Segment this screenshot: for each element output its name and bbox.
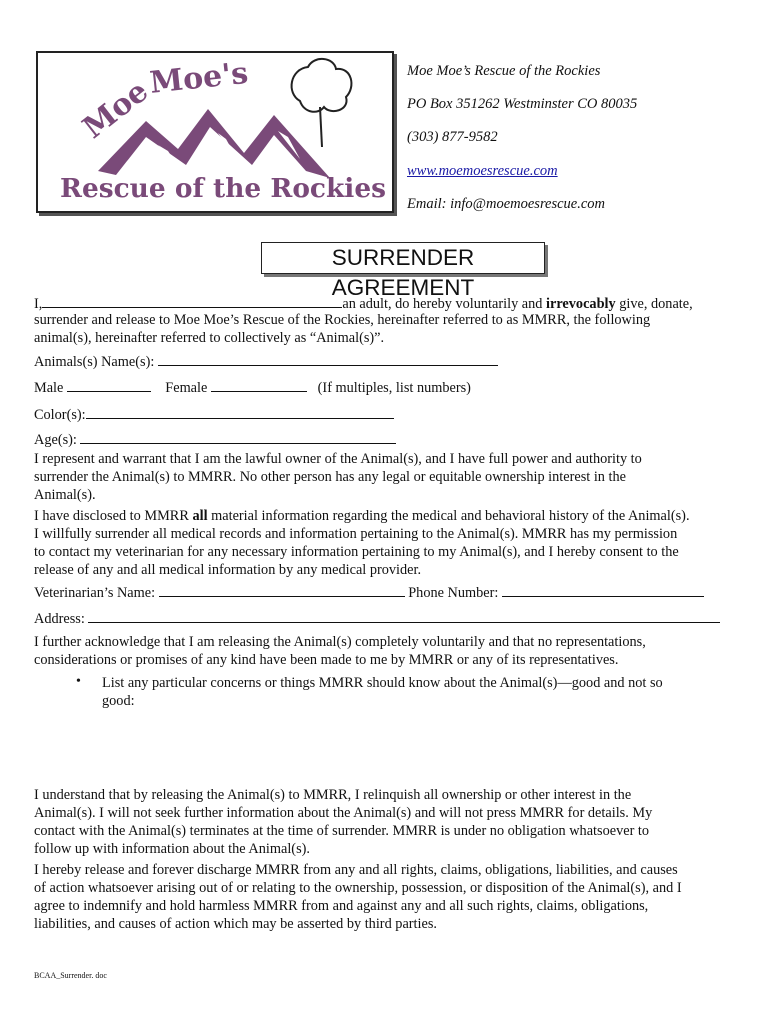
release-line-2: of action whatsoever arising out of or relating to the ownership, possession, or disposition of the Animal(s), and I [34, 880, 682, 896]
tree-icon [292, 59, 352, 147]
color-field[interactable] [86, 404, 394, 419]
relinquish-line-3: contact with the Animal(s) terminates at the time of surrender. MMRR is under no obligation whatsoever to [34, 823, 650, 839]
relinquish-line-1: I understand that by releasing the Animal(s) to MMRR, I relinquish all ownership or other interest in the [34, 787, 632, 803]
website-link[interactable]: www.moemoesrescue.com [407, 163, 558, 179]
concerns-line-1: List any particular concerns or things MMRR should know about the Animal(s)—good and not so [102, 675, 663, 691]
acknowledge-line-1: I further acknowledge that I am releasing the Animal(s) completely voluntarily and that no representations, [34, 634, 646, 650]
logo-word-moes: Moe's [148, 55, 250, 101]
email: Email: info@moemoesrescue.com [407, 196, 606, 212]
intro-bold: irrevocably [546, 296, 616, 312]
surrenderer-name-field[interactable] [42, 293, 342, 308]
disclose-text-b: material information regarding the medical and behavioral history of the Animal(s). [211, 508, 690, 524]
release-line-1: I hereby release and forever discharge MMRR from any and all rights, claims, obligations, liabilities, and causes [34, 862, 678, 878]
animal-names-row [34, 351, 498, 371]
intro-line-1 [34, 293, 693, 313]
age-row [34, 429, 396, 449]
animal-names-label: Animals(s) Name(s): [34, 354, 155, 370]
release-line-3: agree to indemnify and hold harmless MMRR from and against any and all such rights, claims, obligations, [34, 898, 649, 914]
vet-name-field[interactable] [159, 582, 405, 597]
vet-row [34, 582, 704, 602]
disclose-text-a: I have disclosed to MMRR [34, 508, 189, 524]
female-field[interactable] [211, 377, 307, 392]
logo-graphic [38, 53, 392, 211]
address-row [34, 608, 720, 628]
website-container [407, 164, 558, 179]
footer-filename: BCAA_Surrender. doc [34, 971, 107, 980]
vet-phone-label: Phone Number: [408, 585, 499, 601]
intro-line-2: surrender and release to Moe Moe’s Rescue of the Rockies, hereinafter referred to as MMRR, the following [34, 312, 651, 328]
vet-name-label: Veterinarian’s Name: [34, 585, 156, 601]
age-label: Age(s): [34, 432, 77, 448]
phone-number: (303) 877-9582 [407, 129, 498, 145]
intro-text-1b: give, donate, [619, 296, 693, 312]
bullet-icon: • [76, 674, 81, 689]
disclose-line-1 [34, 507, 690, 525]
page-title: SURRENDER AGREEMENT [261, 242, 545, 274]
address-label: Address: [34, 611, 85, 627]
multiples-note: (If multiples, list numbers) [317, 380, 471, 396]
org-name: Moe Moe’s Rescue of the Rockies [407, 63, 601, 79]
intro-line-3: animal(s), hereinafter referred to collectively as “Animal(s)”. [34, 330, 385, 346]
disclose-bold: all [192, 508, 208, 524]
color-label: Color(s): [34, 407, 86, 423]
vet-phone-field[interactable] [502, 582, 704, 597]
animal-names-field[interactable] [158, 351, 498, 366]
female-label: Female [165, 380, 208, 396]
concerns-line-2: good: [102, 693, 135, 709]
male-label: Male [34, 380, 64, 396]
age-field[interactable] [80, 429, 396, 444]
male-field[interactable] [67, 377, 151, 392]
disclose-line-4: release of any and all medical information by any medical provider. [34, 562, 422, 578]
relinquish-line-4: follow up with information about the Animal(s). [34, 841, 310, 857]
intro-lead: I, [34, 296, 43, 312]
owner-line-2: surrender the Animal(s) to MMRR. No other person has any legal or equitable ownership interest in the [34, 469, 626, 485]
owner-line-1: I represent and warrant that I am the lawful owner of the Animal(s), and I have full power and authority to [34, 451, 642, 467]
mountains-icon [98, 109, 330, 178]
relinquish-line-2: Animal(s). I will not seek further information about the Animal(s) and will not press MMRR for details. My [34, 805, 653, 821]
logo [36, 51, 394, 213]
po-box: PO Box 351262 Westminster CO 80035 [407, 96, 638, 112]
logo-word-moe: Moe [76, 73, 156, 146]
color-row [34, 404, 394, 424]
acknowledge-line-2: considerations or promises of any kind have been made to me by MMRR or any of its representatives. [34, 652, 619, 668]
sex-row [34, 377, 471, 397]
owner-line-3: Animal(s). [34, 487, 96, 503]
address-field[interactable] [88, 608, 720, 623]
disclose-line-3: to contact my veterinarian for any necessary information pertaining to my Animal(s), and I hereby consent to the [34, 544, 679, 560]
intro-text-1: an adult, do hereby voluntarily and [342, 296, 543, 312]
release-line-4: liabilities, and causes of action which may be asserted by third parties. [34, 916, 437, 932]
logo-word-rescue: Rescue of the Rockies [60, 174, 386, 204]
disclose-line-2: I willfully surrender all medical records and information pertaining to the Animal(s). MMRR has my permission [34, 526, 678, 542]
